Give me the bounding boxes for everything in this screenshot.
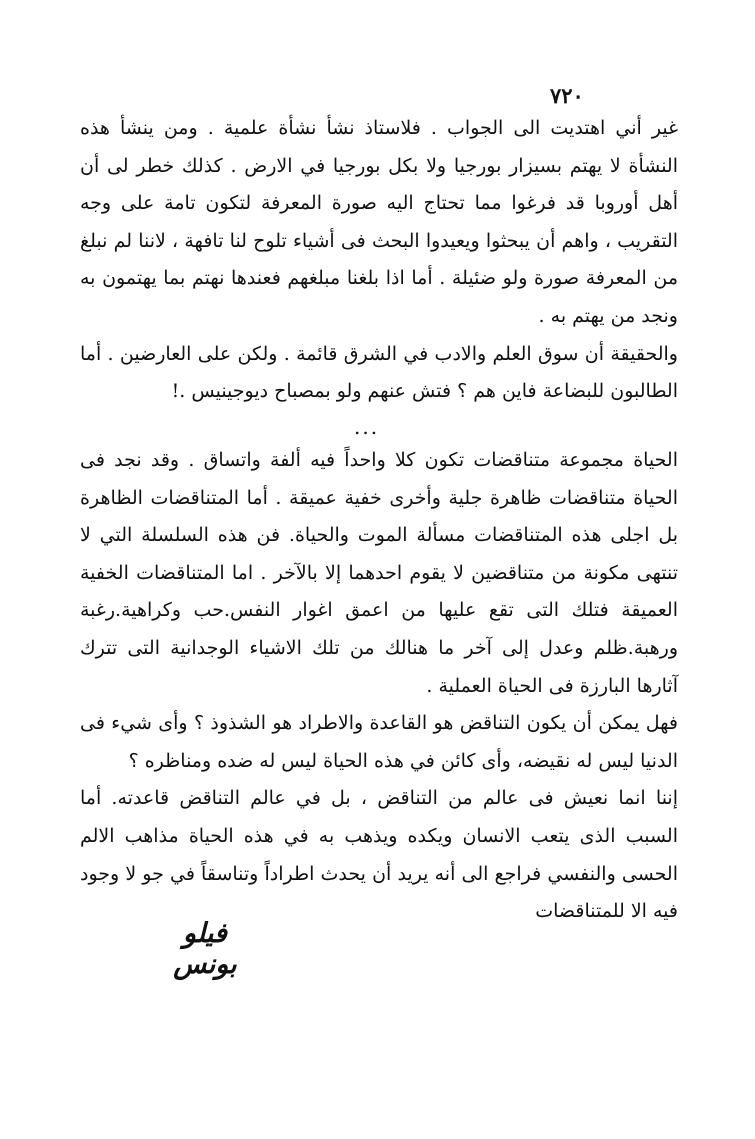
- page-number: ٧٢٠: [550, 83, 584, 108]
- paragraph-5: إننا انما نعيش فى عالم من التناقض ، بل في عالم التناقض قاعدته. أما السبب الذى يتعب الانسان ويكده ويذهب به في هذه الحياة مذاهب الالم الحسى والنفسي فراجع الى أنه يريد أن يحدث اطراداً وتناسقاً في جو لا وجود فيه الا للمتناقضات: [80, 787, 678, 923]
- section-1: [80, 110, 678, 411]
- paragraph-4: فهل يمكن أن يكون التناقض هو القاعدة والاطراد هو الشذوذ ؟ وأى شيء فى الدنيا ليس له نقيضه، وأى كائن في هذه الحياة ليس له ضده ومناظره ؟: [80, 712, 678, 772]
- section-separator: ...: [354, 415, 380, 439]
- section-2: [80, 442, 678, 931]
- author-signature: فيلو بونس: [173, 918, 237, 980]
- paragraph-2: والحقيقة أن سوق العلم والادب في الشرق قائمة . ولكن على العارضين . أما الطالبون للبضاعة فاين هم ؟ فتش عنهم ولو بمصباح ديوجينيس .!: [80, 342, 678, 403]
- paragraph-1: غير أني اهتديت الى الجواب . فلاستاذ نشأ نشأة علمية . ومن ينشأ هذه النشأة لا يهتم بسيزار بورجيا ولا بكل بورجيا في الارض . كذلك خطر لى أن أهل أوروبا قد فرغوا مما تحتاج اليه صورة المعرفة لتكون تامة على وجه التقريب ، واهم أن يبحثوا ويعيدوا البحث فى أشياء تلوح لنا تافهة ، لاننا لم نبلغ من المعرفة صورة ولو ضئيلة . أما اذا بلغنا مبلغهم فعندها نهتم بما يهتمون به ونجد من يهتم به .: [80, 117, 678, 327]
- paragraph-3: الحياة مجموعة متناقضات تكون كلا واحداً فيه ألفة واتساق . وقد نجد فى الحياة متناقضات ظاهرة جلية وأخرى خفية عميقة . أما المتناقضات الظاهرة بل اجلى هذه المتناقضات مسألة الموت والحياة. فن هذه السلسلة التي لا تنتهى مكونة من متناقضين لا يقوم احدهما إلا بالآخر . اما المتناقضات الخفية العميقة فتلك التى تقع عليها من اعمق اغوار النفس.حب وكراهية.رغبة ورهبة.ظلم وعدل إلى آخر ما هنالك من تلك الاشياء الوجدانية التى تترك آثارها البارزة فى الحياة العملية .: [80, 449, 678, 697]
